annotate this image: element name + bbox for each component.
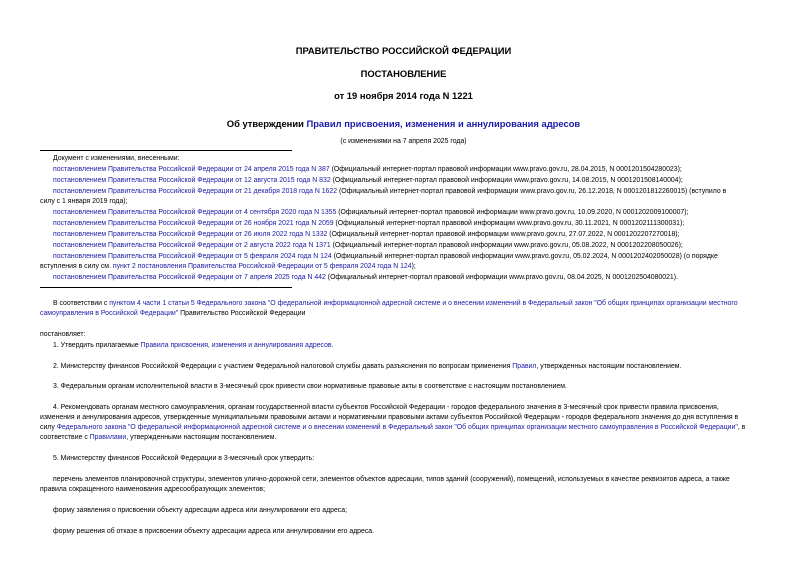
change-link[interactable]: постановлением Правительства Российской Федерации от 26 ноября 2021 года N 2059 [53,220,334,227]
government-name: ПРАВИТЕЛЬСТВО РОССИЙСКОЙ ФЕДЕРАЦИИ [295,45,512,56]
change-item [53,252,718,261]
divider-top [40,150,292,151]
law-link[interactable]: пунктом 4 части 1 статьи 5 Федерального закона "О федеральной информационной адресной системе и о внесении изменений в Федеральный закон "Об общих принципах организации местного [109,300,738,307]
document-title [0,118,807,129]
item-4-line-4 [40,433,276,442]
change-link[interactable]: постановлением Правительства Российской Федерации от 7 апреля 2025 года N 442 [53,274,326,281]
change-source: (Официальный интернет-портал правовой информации www.pravo.gov.ru, 10.09.2020, N 0001202009100007); [336,209,689,216]
change-source: (Официальный интернет-портал правовой информации www.pravo.gov.ru, 27.07.2022, N 0001202207270018); [327,231,680,238]
change-item [53,241,683,250]
change-item [53,219,684,228]
divider-bottom [40,287,292,288]
revision-note: (с изменениями на 7 апреля 2025 года) [340,138,467,145]
change-link[interactable]: постановлением Правительства Российской Федерации от 5 февраля 2024 года N 124 [53,253,332,260]
change-source: (Официальный интернет-портал правовой информации www.pravo.gov.ru, 14.08.2015, N 0001201508140004); [330,177,683,184]
change-source: (Официальный интернет-портал правовой информации www.pravo.gov.ru, 28.04.2015, N 0001201504280023); [329,166,682,173]
change-link[interactable]: постановлением Правительства Российской Федерации от 2 августа 2022 года N 1371 [53,242,331,249]
continuation-link[interactable]: пункт 2 постановления Правительства Российской Федерации от 5 февраля 2024 года N 124 [112,263,412,270]
federal-law-link[interactable]: Федерального закона "О федеральной информационной адресной системе и о внесении изменений в Федеральный закон "Об общих принципах организации местного самоуправления в Российской Федерации" [56,424,738,431]
item-5: 5. Министерству финансов Российской Федерации в 3-месячный срок утвердить: [53,455,315,462]
change-item [53,176,683,185]
item-2 [53,362,681,371]
change-item-continuation [40,262,416,271]
item-4-text: силу [40,424,57,431]
change-link[interactable]: постановлением Правительства Российской Федерации от 4 сентября 2020 года N 1355 [53,209,337,216]
change-link[interactable]: постановлением Правительства Российской Федерации от 24 апреля 2015 года N 387 [53,166,330,173]
item-2-text: 2. Министерству финансов Российской Федерации с участием Федеральной налоговой службы давать разъяснения по вопросам применения [53,363,513,370]
changes-intro: Документ с изменениями, внесенными: [53,155,180,162]
change-link[interactable]: постановлением Правительства Российской Федерации от 12 августа 2015 года N 832 [53,177,331,184]
preamble-line-1 [53,299,738,308]
item-4-line-2: изменения и аннулирования адресов, утвержденные муниципальными правовыми актами и нормативными правовыми актами субъектов Российской Федерации - городов федерального значения до дня вступления в [40,414,739,421]
change-source: (Официальный интернет-портал правовой информации www.pravo.gov.ru, 05.08.2022, N 0001202208050026); [330,242,683,249]
change-source: (Официальный интернет-портал правовой информации www.pravo.gov.ru, 26.12.2018, N 0001201812260015) (вступило в [337,188,727,195]
continuation-end: ); [411,263,416,270]
change-item-continuation: силу с 1 января 2019 года); [40,198,128,205]
law-link-continuation[interactable]: самоуправления в Российской Федерации" [40,310,179,317]
item-5a-line-2: правила сокращенного наименования адресообразующих элементов; [40,486,265,493]
item-4-text-end: , в [737,424,746,431]
change-source: (Официальный интернет-портал правовой информации www.pravo.gov.ru, 30.11.2021, N 0001202111300031); [333,220,685,227]
item-2-end: , утвержденных настоящим постановлением. [536,363,682,370]
item-4-line-1: 4. Рекомендовать органам местного самоуправления, органам государственной власти субъектов Российской Федерации - городов федерального значения в 3-месячный срок привести правила присвоения, [53,404,719,411]
change-item [53,208,688,217]
decree-word: постановляет: [40,331,86,338]
change-source: (Официальный интернет-портал правовой информации www.pravo.gov.ru, 05.02.2024, N 0001202402050028) (о порядке [331,253,718,260]
title-prefix: Об утверждении [226,118,307,129]
change-link[interactable]: постановлением Правительства Российской Федерации от 26 июля 2022 года N 1332 [53,231,328,238]
continuation-text: вступления в силу см. [40,263,113,270]
preamble-text: В соответствии с [53,300,110,307]
item-1-text: 1. Утвердить прилагаемые [53,342,141,349]
item-4-text: соответствие с [40,434,90,441]
change-item [53,187,726,196]
rules-link[interactable]: Правила присвоения, изменения и аннулирования адресов [140,342,332,349]
rules-short-link[interactable]: Правил [512,363,537,370]
change-link[interactable]: постановлением Правительства Российской Федерации от 21 декабря 2018 года N 1622 [53,188,338,195]
item-5b: форму заявления о присвоении объекту адресации адреса или аннулировании его адреса; [53,507,347,514]
preamble-end: Правительство Российской Федерации [178,310,306,317]
change-item [53,230,680,239]
item-1-end: . [331,342,334,349]
change-item [53,165,682,174]
item-4-line-3 [40,423,745,432]
change-item [53,273,678,282]
item-4-text-end: , утвержденными настоящим постановлением. [126,434,277,441]
item-3: 3. Федеральным органам исполнительной власти в 3-месячный срок привести свои нормативные правовые акты в соответствие с настоящим постановлением. [53,383,567,390]
rules-plural-link[interactable]: Правилами [89,434,127,441]
change-source: (Официальный интернет-портал правовой информации www.pravo.gov.ru, 08.04.2025, N 0001202504080021). [325,274,678,281]
item-5a-line-1: перечень элементов планировочной структуры, элементов улично-дорожной сети, элементов объектов адресации, типов зданий (сооружений), помещений, используемых в качестве реквизитов адреса, а также [53,476,730,483]
document-date-number: от 19 ноября 2014 года N 1221 [334,90,473,101]
document-type: ПОСТАНОВЛЕНИЕ [360,68,447,79]
title-link[interactable]: Правил присвоения, изменения и аннулирования адресов [306,118,581,129]
item-5c: форму решения об отказе в присвоении объекту адресации адреса или аннулировании его адреса. [53,528,375,535]
item-1 [53,341,333,350]
preamble-line-2 [40,309,305,318]
